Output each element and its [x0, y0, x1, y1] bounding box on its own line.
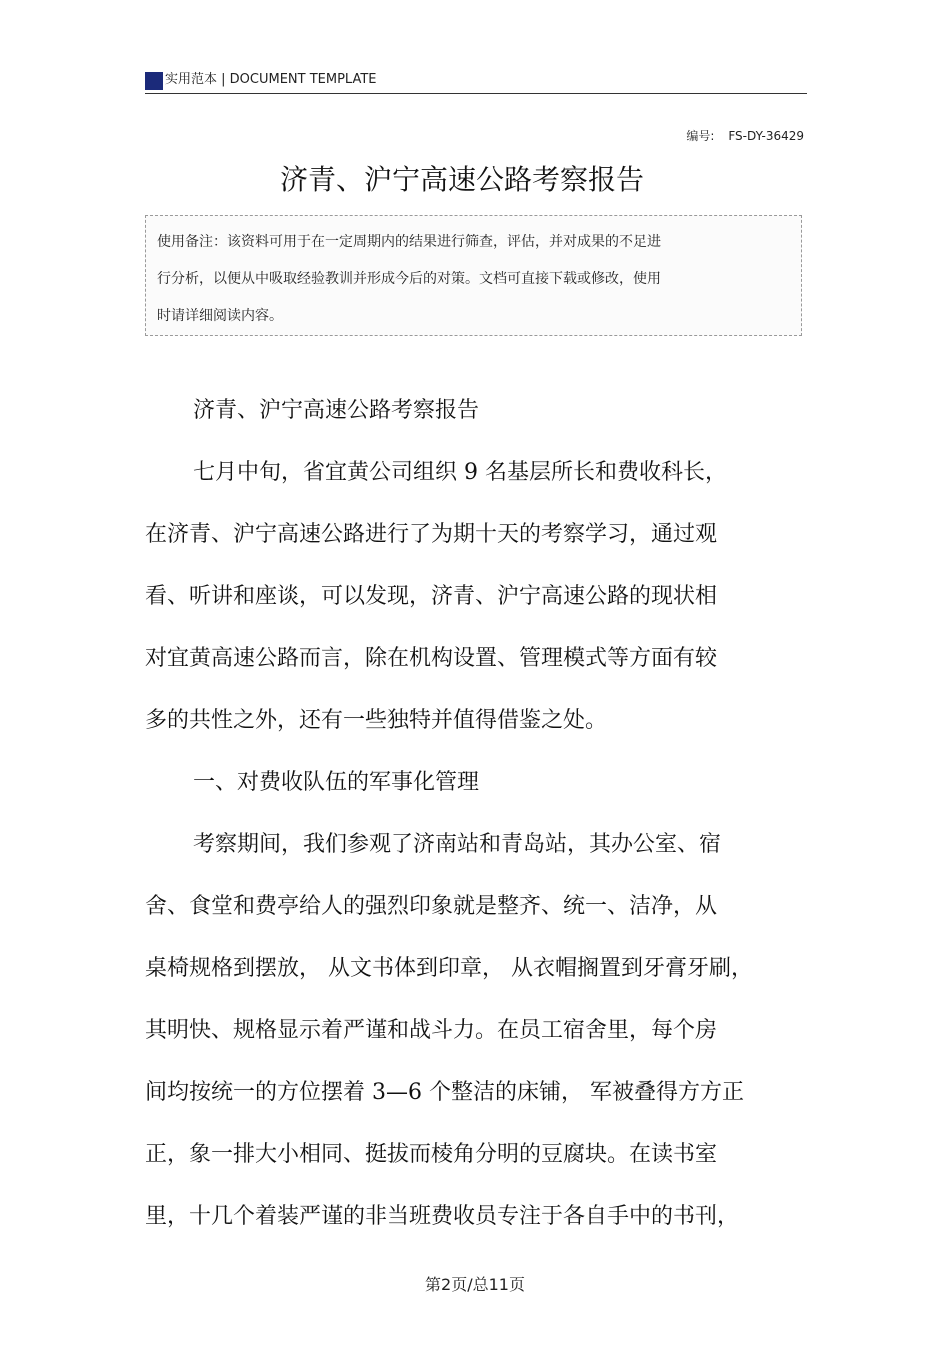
body-line: 其明快、规格显示着严谨和战斗力。在员工宿舍里，每个房	[145, 1018, 718, 1043]
body-line: 七月中旬，省宜黄公司组织 9 名基层所长和费收科长，	[193, 460, 727, 485]
body-line: 在济青、沪宁高速公路进行了为期十天的考察学习，通过观	[145, 522, 718, 547]
usage-note-text	[157, 224, 737, 335]
usage-note-line: 时请详细阅读内容。	[157, 308, 283, 324]
body-line: 考察期间，我们参观了济南站和青岛站，其办公室、宿	[193, 832, 722, 857]
document-number	[686, 127, 804, 144]
body-line: 看、听讲和座谈，可以发现，济青、沪宁高速公路的现状相	[145, 584, 718, 609]
usage-note-line: 使用备注：该资料可用于在一定周期内的结果进行筛查，评估，并对成果的不足进	[157, 234, 661, 250]
body-line: 里，十几个着装严谨的非当班费收员专注于各自手中的书刊，	[145, 1204, 740, 1229]
header-logo-square	[145, 72, 163, 90]
document-header	[145, 66, 807, 94]
body-line: 桌椅规格到摆放， 从文书体到印章， 从衣帽搁置到牙膏牙刷，	[145, 956, 753, 981]
body-line: 对宜黄高速公路而言，除在机构设置、管理模式等方面有较	[145, 646, 718, 671]
body-line: 舍、食堂和费亭给人的强烈印象就是整齐、统一、洁净，从	[145, 894, 718, 919]
header-label: 实用范本 | DOCUMENT TEMPLATE	[165, 72, 377, 87]
body-line: 间均按统一的方位摆着 3—6 个整洁的床铺， 军被叠得方方正	[145, 1080, 744, 1105]
body-line: 正，象一排大小相同、挺拔而棱角分明的豆腐块。在读书室	[145, 1142, 718, 1167]
document-number-label: 编号:	[686, 129, 715, 143]
document-number-value: FS-DY-36429	[728, 129, 804, 143]
document-title: 济青、沪宁高速公路考察报告	[279, 163, 644, 196]
section-heading: 一、对费收队伍的军事化管理	[193, 770, 480, 795]
usage-note-line: 行分析，以便从中吸取经验教训并形成今后的对策。文档可直接下载或修改，使用	[157, 271, 661, 287]
body-line: 多的共性之外，还有一些独特并值得借鉴之处。	[145, 708, 608, 733]
document-body	[145, 380, 795, 1248]
body-subtitle: 济青、沪宁高速公路考察报告	[193, 398, 480, 423]
page-footer: 第2页/总11页	[425, 1275, 525, 1294]
usage-note-box	[145, 215, 802, 336]
